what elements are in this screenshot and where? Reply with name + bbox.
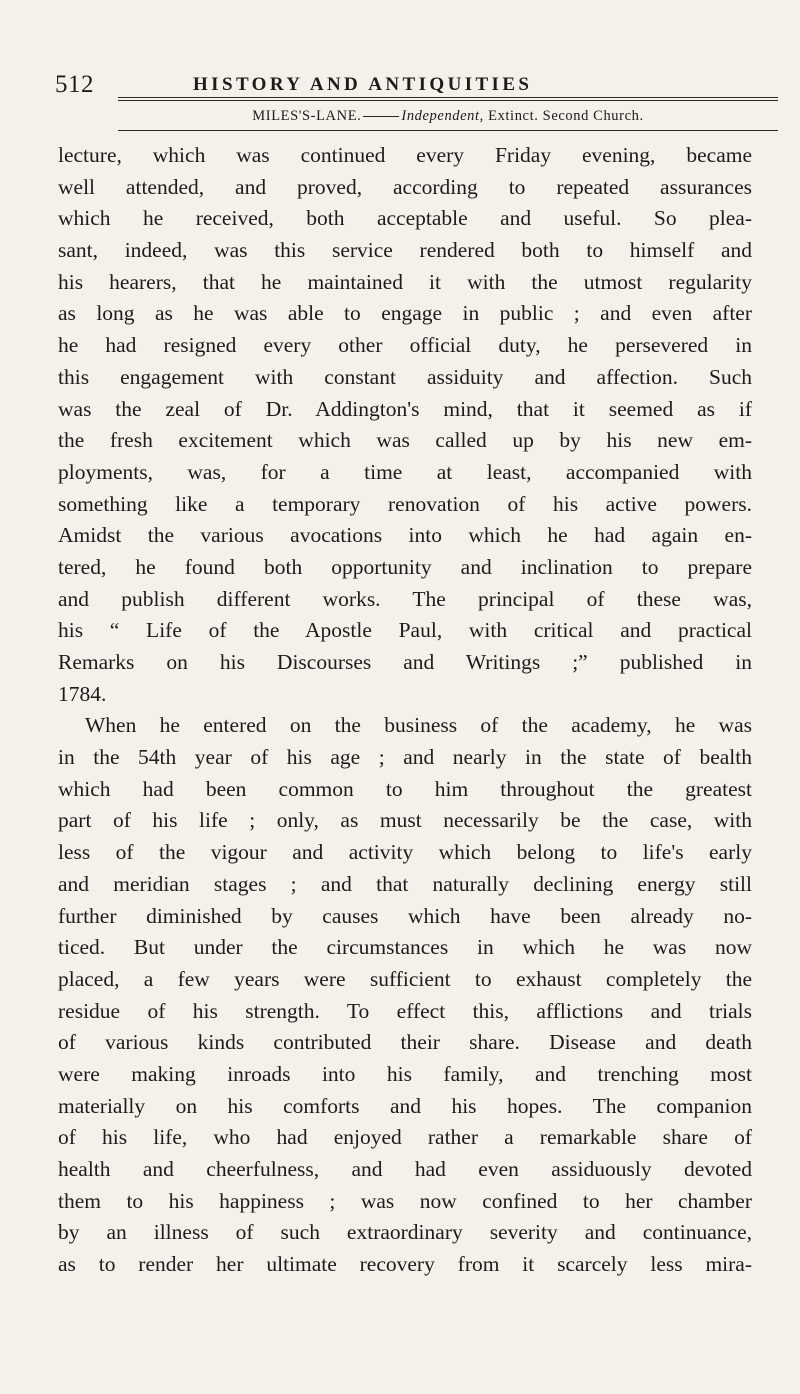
text-line: this engagement with constant assiduity and affection. Such: [58, 364, 752, 389]
text-line: which he received, both acceptable and useful. So plea-: [58, 206, 752, 231]
subheader-church: Second Church.: [542, 108, 644, 124]
text-line: ticed. But under the circumstances in which he was now: [58, 935, 752, 960]
text-line: by an illness of such extraordinary severity and continuance,: [58, 1220, 752, 1245]
page-number: 512: [55, 71, 94, 98]
body-text: [58, 140, 752, 1281]
text-line: ployments, was, for a time at least, accompanied with: [58, 459, 752, 484]
header-rule-top-thin: [118, 100, 778, 101]
text-line: materially on his comforts and his hopes. The companion: [58, 1093, 752, 1118]
text-line: of his life, who had enjoyed rather a remarkable share of: [58, 1125, 752, 1150]
text-line: was the zeal of Dr. Addington's mind, that it seemed as if: [58, 396, 752, 421]
text-line: well attended, and proved, according to repeated assurances: [58, 174, 752, 199]
text-line: residue of his strength. To effect this, afflictions and trials: [58, 998, 752, 1023]
subheader-denomination: Independent,: [401, 108, 484, 124]
header-rule-top: [118, 97, 778, 98]
text-line: part of his life ; only, as must necessarily be the case, with: [58, 808, 752, 833]
text-line: Remarks on his Discourses and Writings ;” published in: [58, 650, 752, 674]
text-line: were making inroads into his family, and trenching most: [58, 1061, 752, 1086]
paragraph-end-line: 1784.: [58, 681, 107, 706]
text-line: lecture, which was continued every Friday evening, became: [58, 143, 752, 167]
text-line: sant, indeed, was this service rendered both to himself and: [58, 238, 752, 263]
subheader-status: Extinct.: [488, 108, 539, 124]
text-line: as to render her ultimate recovery from it scarcely less mira-: [58, 1252, 752, 1277]
section-subheader: [118, 106, 778, 126]
text-line: of various kinds contributed their share. Disease and death: [58, 1030, 752, 1055]
header-rule-bottom: [118, 130, 778, 131]
text-line: and publish different works. The principal of these was,: [58, 586, 752, 611]
text-line: further diminished by causes which have been already no-: [58, 903, 752, 928]
text-line: tered, he found both opportunity and inclination to prepare: [58, 554, 752, 579]
text-line: them to his happiness ; was now confined to her chamber: [58, 1188, 752, 1213]
text-line: and meridian stages ; and that naturally declining energy still: [58, 871, 752, 896]
subheader-dash: [363, 116, 399, 117]
running-title: HISTORY AND ANTIQUITIES: [193, 74, 533, 95]
text-line: he had resigned every other official duty, he persevered in: [58, 333, 752, 358]
text-line: something like a temporary renovation of his active powers.: [58, 491, 752, 516]
text-line: health and cheerfulness, and had even assiduously devoted: [58, 1157, 752, 1181]
text-line: which had been common to him throughout the greatest: [58, 776, 752, 801]
text-line: his “ Life of the Apostle Paul, with critical and practical: [58, 618, 752, 643]
text-line: less of the vigour and activity which belong to life's early: [58, 840, 752, 865]
text-line: placed, a few years were sufficient to exhaust completely the: [58, 966, 752, 991]
text-line: as long as he was able to engage in public ; and even after: [58, 301, 752, 326]
running-head: [55, 70, 745, 104]
text-line: his hearers, that he maintained it with the utmost regularity: [58, 269, 752, 294]
text-line: Amidst the various avocations into which he had again en-: [58, 523, 752, 548]
paragraph-start-line: When he entered on the business of the academy, he was: [85, 713, 752, 738]
text-line: the fresh excitement which was called up by his new em-: [58, 428, 752, 453]
text-line: in the 54th year of his age ; and nearly in the state of bealth: [58, 745, 752, 770]
subheader-location: MILES'S-LANE.: [252, 108, 362, 124]
